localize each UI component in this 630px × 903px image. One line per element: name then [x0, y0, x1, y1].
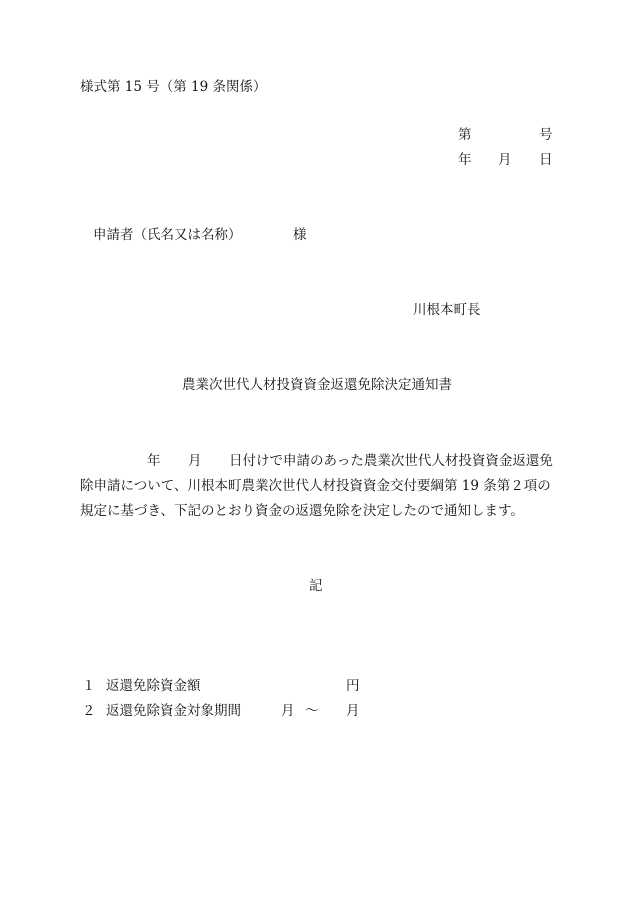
item-2-label: 返還免除資金対象期間: [106, 703, 241, 719]
item-1-yen: 円: [346, 678, 360, 694]
item-1-label: 返還免除資金額: [106, 678, 201, 694]
body-line-3: 規定に基づき、下記のとおり資金の返還免除を決定したので通知します。: [80, 503, 524, 519]
body-month: 月: [188, 453, 202, 469]
doc-number-go: 号: [539, 127, 553, 143]
body-line-1: 日付けで申請のあった農業次世代人材投資資金返還免: [229, 453, 553, 469]
applicant-honorific: 様: [293, 227, 307, 243]
issuer: 川根本町長: [413, 302, 481, 318]
item-2-number: ２: [82, 703, 96, 719]
date-year: 年: [458, 152, 472, 168]
item-1-number: １: [82, 678, 96, 694]
form-header: 様式第 15 号（第 19 条関係）: [80, 79, 267, 95]
item-2-tilde: ～: [305, 703, 319, 719]
body-year: 年: [147, 453, 161, 469]
doc-number-dai: 第: [458, 127, 472, 143]
body-line-2: 除申請について、川根本町農業次世代人材投資資金交付要綱第 19 条第２項の: [80, 478, 551, 494]
document-title: 農業次世代人材投資資金返還免除決定通知書: [182, 377, 452, 393]
item-2-from-month: 月: [281, 703, 295, 719]
item-2-to-month: 月: [346, 703, 360, 719]
applicant-label: 申請者（氏名又は名称）: [93, 227, 242, 243]
ki-heading: 記: [309, 578, 323, 594]
date-month: 月: [498, 152, 512, 168]
date-day: 日: [539, 152, 553, 168]
